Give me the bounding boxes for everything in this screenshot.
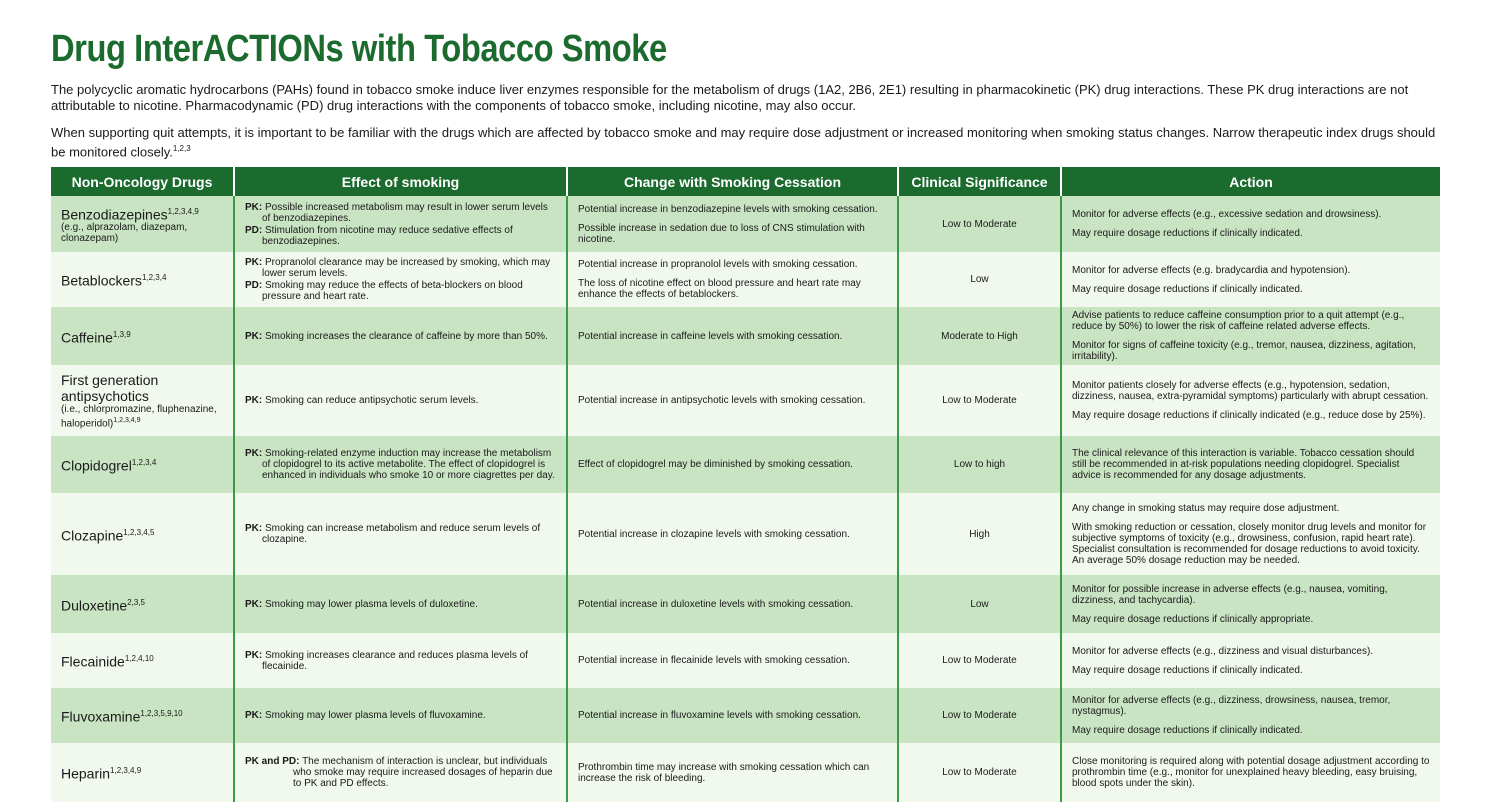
cessation-change-cell <box>567 436 898 493</box>
drug-name-text: Clozapine <box>61 527 124 544</box>
reference-superscript: 1,2,3,4,9 <box>167 206 199 216</box>
effect-text: Smoking can increase metabolism and reduce serum levels of clozapine. <box>262 523 541 545</box>
drug-name-text: Heparin <box>61 765 111 782</box>
clinical-significance-cell: Low to Moderate <box>898 743 1061 802</box>
cessation-change-cell <box>567 743 898 802</box>
table-row <box>51 688 1440 743</box>
drug-name-text: Benzodiazepines <box>61 206 168 223</box>
cessation-change-cell <box>567 493 898 575</box>
effect-line <box>245 280 556 302</box>
cessation-change-text: Potential increase in benzodiazepine levels with smoking cessation. <box>578 203 878 215</box>
action-cell <box>1061 575 1440 633</box>
cessation-change-text: Potential increase in caffeine levels with smoking cessation. <box>578 330 843 342</box>
drug-cell <box>51 252 234 307</box>
drug-name-text: Betablockers <box>61 272 142 289</box>
effect-text: Propranolol clearance may be increased by smoking, which may lower serum levels. <box>262 257 551 279</box>
page-title: Drug InterACTIONs with Tobacco Smoke <box>51 28 667 70</box>
effect-line <box>245 650 556 672</box>
action-text: May require dosage reductions if clinically indicated (e.g., reduce dose by 25%). <box>1072 410 1426 421</box>
action-text: Monitor for signs of caffeine toxicity (e.g., tremor, nausea, dizziness, agitation, irritability). <box>1072 340 1416 362</box>
table-row <box>51 436 1440 493</box>
effect-of-smoking-cell <box>234 575 567 633</box>
reference-superscript: 1,2,3,4,9 <box>113 416 141 424</box>
table-row <box>51 493 1440 575</box>
effect-of-smoking-cell <box>234 252 567 307</box>
effect-type-label: PK and PD: <box>245 756 300 767</box>
reference-superscript: 1,2,3 <box>172 144 191 153</box>
reference-superscript: 1,3,9 <box>112 329 131 339</box>
table-row <box>51 743 1440 802</box>
cessation-change-text: The loss of nicotine effect on blood pressure and heart rate may enhance the effects of betablockers. <box>578 278 861 300</box>
effect-text: Smoking may reduce the effects of beta-blockers on blood pressure and heart rate. <box>262 280 523 302</box>
effect-type-label: PK: <box>245 523 263 534</box>
column-header: Action <box>1061 167 1440 196</box>
drug-name <box>61 525 223 544</box>
action-text: The clinical relevance of this interaction is variable. Tobacco cessation should still be recommended in at-risk populations needing clopidogrel. Specialist advice is recommended for any dosage adjustments. <box>1072 448 1415 481</box>
drug-cell <box>51 307 234 365</box>
action-text: Advise patients to reduce caffeine consumption prior to a quit attempt (e.g., reduce by 50%) to lower the risk of caffeine related adverse effects. <box>1072 310 1405 332</box>
reference-superscript: 2,3,5 <box>127 597 145 607</box>
effect-type-label: PK: <box>245 201 263 213</box>
effect-of-smoking-cell <box>234 365 567 436</box>
effect-type-label: PK: <box>245 598 263 610</box>
action-text: May require dosage reductions if clinically indicated. <box>1072 725 1303 736</box>
clinical-significance-cell: Moderate to High <box>898 307 1061 365</box>
drug-name <box>61 651 223 670</box>
action-text: May require dosage reductions if clinically indicated. <box>1072 283 1303 295</box>
drug-name <box>61 763 223 782</box>
effect-line <box>245 331 556 342</box>
drug-name <box>61 270 223 289</box>
effect-type-label: PD: <box>245 224 263 236</box>
effect-of-smoking-cell <box>234 633 567 688</box>
column-header: Effect of smoking <box>234 167 567 196</box>
drug-interactions-table <box>51 167 1440 802</box>
action-cell <box>1061 307 1440 365</box>
action-cell <box>1061 743 1440 802</box>
drug-name <box>61 706 223 725</box>
drug-cell <box>51 196 234 252</box>
effect-type-label: PK: <box>245 448 263 459</box>
table-row <box>51 365 1440 436</box>
effect-type-label: PK: <box>245 330 263 342</box>
action-cell <box>1061 688 1440 743</box>
effect-text: Smoking may lower plasma levels of fluvoxamine. <box>265 710 486 721</box>
clinical-significance-cell: Low <box>898 575 1061 633</box>
reference-superscript: 1,2,3,4 <box>141 273 167 283</box>
reference-superscript: 1,2,3,4 <box>131 458 157 468</box>
drug-cell <box>51 688 234 743</box>
drug-cell <box>51 633 234 688</box>
action-text: May require dosage reductions if clinically indicated. <box>1072 664 1303 676</box>
effect-text: Smoking-related enzyme induction may increase the metabolism of clopidogrel to its active metabolite. The effect of clopidogrel is enhanced in individuals who smoke 10 or more ciagrettes per day. <box>262 448 555 481</box>
table-row <box>51 307 1440 365</box>
effect-of-smoking-cell <box>234 307 567 365</box>
effect-of-smoking-cell <box>234 436 567 493</box>
effect-text: Stimulation from nicotine may reduce sedative effects of benzodiazepines. <box>262 224 513 247</box>
action-text: Monitor for adverse effects (e.g. bradycardia and hypotension). <box>1072 264 1351 276</box>
drug-examples <box>61 222 223 244</box>
table-header-row <box>51 167 1440 196</box>
cessation-change-text: Potential increase in clozapine levels with smoking cessation. <box>578 528 850 540</box>
effect-text: Smoking may lower plasma levels of duloxetine. <box>265 598 478 610</box>
effect-type-label: PK: <box>245 710 263 721</box>
effect-text: The mechanism of interaction is unclear, but individuals who smoke may require increased dosages of heparin due to PK and PD effects. <box>293 756 553 789</box>
effect-text: Smoking increases clearance and reduces plasma levels of flecainide. <box>262 649 528 672</box>
cessation-change-text: Potential increase in duloxetine levels with smoking cessation. <box>578 598 854 610</box>
column-header: Non-Oncology Drugs <box>51 167 234 196</box>
reference-superscript: 1,2,4,10 <box>124 654 154 664</box>
cessation-change-cell <box>567 196 898 252</box>
action-text: With smoking reduction or cessation, closely monitor drug levels and monitor for subjective symptoms of toxicity (e.g., drowsiness, confusion, rapid heart rate). Specialist consultation is recommended for dosage reductions to avoid toxicity. An average 50% dosage reduction may be needed. <box>1072 521 1427 566</box>
effect-text: Smoking increases the clearance of caffeine by more than 50%. <box>265 330 548 342</box>
drug-name-text: Flecainide <box>61 653 125 670</box>
clinical-significance-cell: Low to Moderate <box>898 633 1061 688</box>
intro-paragraph-quit <box>51 125 1441 160</box>
column-header: Change with Smoking Cessation <box>567 167 898 196</box>
drug-cell <box>51 743 234 802</box>
cessation-change-cell <box>567 307 898 365</box>
cessation-change-text: Potential increase in fluvoxamine levels with smoking cessation. <box>578 710 861 721</box>
action-text: Monitor for adverse effects (e.g., dizziness, drowsiness, nausea, tremor, nystagmus). <box>1072 695 1391 717</box>
drug-name-text: Caffeine <box>61 329 113 346</box>
effect-line <box>245 202 556 224</box>
action-text: Monitor for adverse effects (e.g., dizziness and visual disturbances). <box>1072 645 1374 657</box>
action-text: Monitor for adverse effects (e.g., excessive sedation and drowsiness). <box>1072 209 1382 220</box>
action-text: Monitor for possible increase in adverse effects (e.g., nausea, vomiting, dizziness, and tachycardia). <box>1072 583 1388 606</box>
drug-name <box>61 204 223 223</box>
effect-line <box>245 756 556 789</box>
action-text: Close monitoring is required along with potential dosage adjustment according to prothrombin time (e.g., monitor for unexplained heavy bleeding, easy bruising, blood spots under the skin). <box>1072 756 1430 789</box>
effect-line <box>245 225 556 247</box>
action-cell <box>1061 252 1440 307</box>
drug-cell <box>51 493 234 575</box>
effect-of-smoking-cell <box>234 688 567 743</box>
effect-line <box>245 448 556 481</box>
cessation-change-cell <box>567 688 898 743</box>
clinical-significance-cell: Low to Moderate <box>898 365 1061 436</box>
cessation-change-text: Potential increase in propranolol levels with smoking cessation. <box>578 259 858 270</box>
drug-name <box>61 455 223 474</box>
drug-cell <box>51 436 234 493</box>
table-row <box>51 196 1440 252</box>
table-row <box>51 633 1440 688</box>
drug-name-text: Duloxetine <box>61 597 128 614</box>
intro-paragraph-pk <box>51 82 1441 114</box>
effect-line <box>245 523 556 545</box>
drug-name-text: Fluvoxamine <box>61 708 141 725</box>
action-cell <box>1061 365 1440 436</box>
drug-name-text: Clopidogrel <box>61 457 132 474</box>
action-cell <box>1061 196 1440 252</box>
clinical-significance-cell: Low to high <box>898 436 1061 493</box>
clinical-significance-cell: Low to Moderate <box>898 688 1061 743</box>
drug-cell <box>51 365 234 436</box>
drug-examples <box>61 404 223 429</box>
effect-type-label: PK: <box>245 257 263 268</box>
effect-of-smoking-cell <box>234 743 567 802</box>
effect-type-label: PK: <box>245 649 263 661</box>
reference-superscript: 1,2,3,4,9 <box>110 766 142 776</box>
column-header: Clinical Significance <box>898 167 1061 196</box>
effect-line <box>245 599 556 610</box>
clinical-significance-cell: Low <box>898 252 1061 307</box>
cessation-change-cell <box>567 633 898 688</box>
action-text: May require dosage reductions if clinically indicated. <box>1072 228 1303 239</box>
table-row <box>51 575 1440 633</box>
effect-type-label: PK: <box>245 395 263 406</box>
table-row <box>51 252 1440 307</box>
drug-name <box>61 327 223 346</box>
drug-cell <box>51 575 234 633</box>
intro-text: When supporting quit attempts, it is important to be familiar with the drugs which are affected by tobacco smoke and may require dose adjustment or increased monitoring when smoking status changes. Narrow therapeutic index drugs should be monitored closely. <box>51 125 1436 160</box>
effect-of-smoking-cell <box>234 493 567 575</box>
cessation-change-text: Potential increase in flecainide levels with smoking cessation. <box>578 655 850 666</box>
effect-line <box>245 257 556 279</box>
effect-of-smoking-cell <box>234 196 567 252</box>
cessation-change-text: Potential increase in antipsychotic levels with smoking cessation. <box>578 395 866 406</box>
drug-name <box>61 372 223 404</box>
reference-superscript: 1,2,3,5,9,10 <box>140 709 183 719</box>
drug-name <box>61 595 223 614</box>
effect-line <box>245 710 556 721</box>
action-text: May require dosage reductions if clinically appropriate. <box>1072 613 1314 625</box>
effect-type-label: PD: <box>245 280 263 291</box>
reference-superscript: 1,2,3,4,5 <box>123 527 155 537</box>
cessation-change-text: Effect of clopidogrel may be diminished by smoking cessation. <box>578 459 853 470</box>
action-cell <box>1061 436 1440 493</box>
effect-line <box>245 395 556 406</box>
action-cell <box>1061 633 1440 688</box>
cessation-change-text: Possible increase in sedation due to loss of CNS stimulation with nicotine. <box>578 222 865 245</box>
cessation-change-cell <box>567 252 898 307</box>
effect-text: Possible increased metabolism may result in lower serum levels of benzodiazepines. <box>262 201 548 224</box>
drug-examples-text: (e.g., alprazolam, diazepam, clonazepam) <box>61 222 188 245</box>
intro-text: The polycyclic aromatic hydrocarbons (PAHs) found in tobacco smoke induce liver enzymes responsible for the metabolism of drugs (1A2, 2B6, 2E1) resulting in pharmacokinetic (PK) drug interactions. These PK drug interactions are not attributable to nicotine. Pharmacodynamic (PD) drug interactions with the components of tobacco smoke, including nicotine, may also occur. <box>51 82 1409 113</box>
drug-examples-text: (i.e., chlorpromazine, fluphenazine, haloperidol) <box>61 403 217 430</box>
clinical-significance-cell: Low to Moderate <box>898 196 1061 252</box>
drug-name-text: First generation antipsychotics <box>61 371 159 404</box>
clinical-significance-cell: High <box>898 493 1061 575</box>
cessation-change-text: Prothrombin time may increase with smoking cessation which can increase the risk of bleeding. <box>578 761 870 784</box>
effect-text: Smoking can reduce antipsychotic serum levels. <box>265 395 479 406</box>
cessation-change-cell <box>567 365 898 436</box>
action-text: Monitor patients closely for adverse effects (e.g., hypotension, sedation, dizziness, nausea, extra-pyramidal symptoms) particularly with abrupt cessation. <box>1072 380 1429 402</box>
action-text: Any change in smoking status may require dose adjustment. <box>1072 502 1340 514</box>
action-cell <box>1061 493 1440 575</box>
cessation-change-cell <box>567 575 898 633</box>
